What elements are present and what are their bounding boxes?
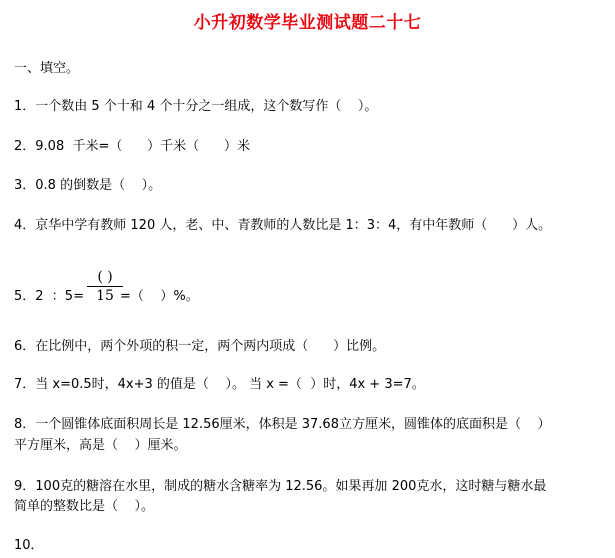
question-8-line-2: 平方厘米，高是（ ）厘米。: [14, 438, 187, 453]
question-7: 7．当 x=0.5时，4x+3 的值是（ ）。 当 x =（ ）时，4x + 3=7。: [14, 377, 425, 392]
question-2: 2．9.08 千米=（ ）千米（ ）米: [14, 139, 250, 154]
question-6: 6．在比例中，两个外项的积一定，两个两内项成（ ）比例。: [14, 339, 386, 354]
fraction-numerator: ( ): [97, 269, 113, 285]
question-8-line-1: 8．一个圆锥体底面积周长是 12.56厘米，体积是 37.68立方厘米，圆锥体的底面积是（ ）: [14, 417, 551, 432]
question-9-line-2: 简单的整数比是（ ）。: [14, 499, 155, 514]
question-1: 1．一个数由 5 个十和 4 个十分之一组成，这个数写作（ ）。: [14, 99, 378, 114]
section-heading: 一、填空。: [14, 61, 80, 76]
question-5-fraction: [85, 269, 125, 304]
question-3: 3．0.8 的倒数是（ ）。: [14, 178, 162, 193]
fraction-bar: [87, 286, 123, 287]
question-5-left: 5．2 ：5=: [14, 289, 84, 304]
fraction-denominator: 15: [96, 288, 114, 304]
question-5-right: =（ ）%。: [120, 289, 199, 304]
question-9-line-1: 9．100克的糖溶在水里，制成的糖水含糖率为 12.56。如果再加 200克水，这时糖与糖水最: [14, 479, 547, 494]
page-title: 小升初数学毕业测试题二十七: [193, 13, 422, 33]
question-4: 4．京华中学有教师 120 人，老、中、青教师的人数比是 1：3：4，有中年教师（ ）人。: [14, 218, 552, 233]
question-10: 10．: [14, 538, 44, 553]
